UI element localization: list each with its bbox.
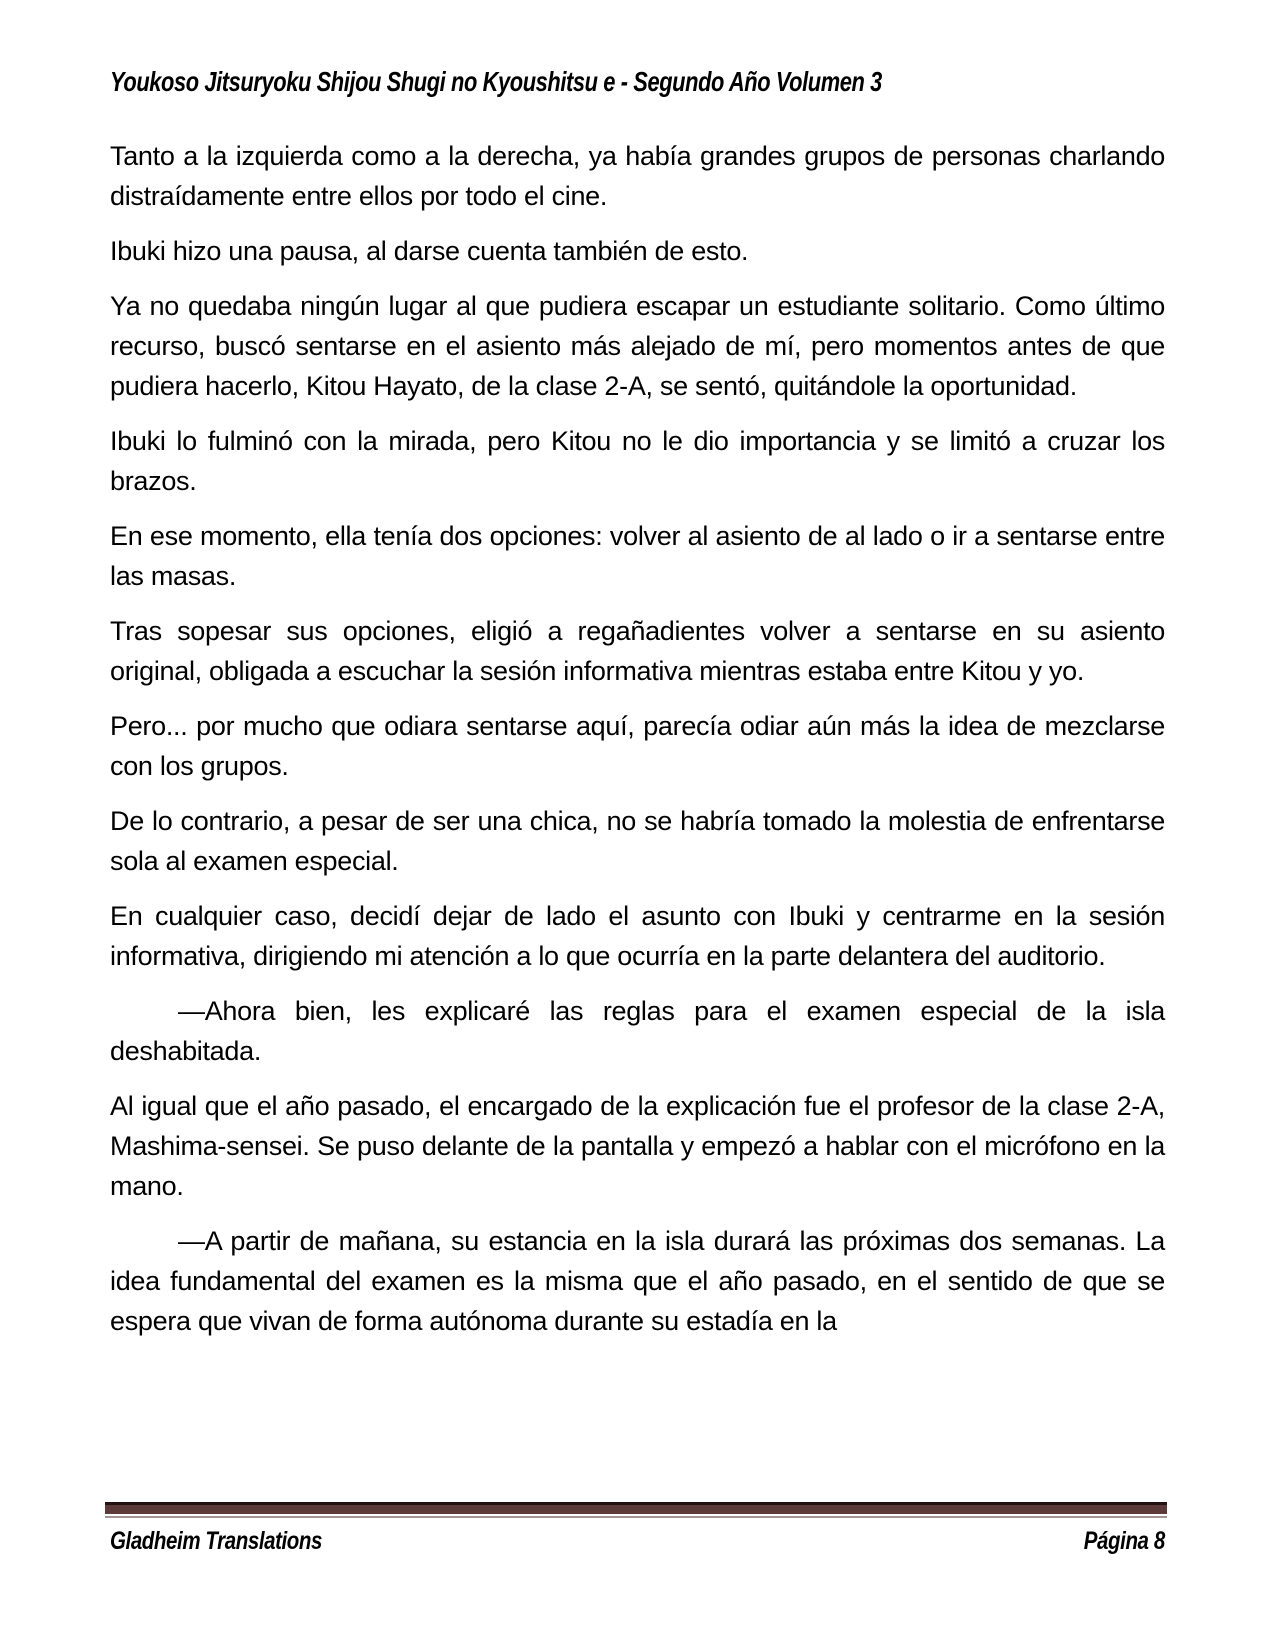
paragraph: Pero... por mucho que odiara sentarse aquí, parecía odiar aún más la idea de mezclarse con los grupos.	[110, 711, 1165, 781]
paragraph-dialogue: —A partir de mañana, su estancia en la isla durará las próximas dos semanas. La idea fundamental del examen es la misma que el año pasado, en el sentido de que se espera que vivan de forma autónoma durante su estadía en la	[110, 1226, 1165, 1336]
paragraph: Tanto a la izquierda como a la derecha, ya había grandes grupos de personas charlando distraídamente entre ellos por todo el cine.	[110, 141, 1165, 211]
paragraph-dialogue: —Ahora bien, les explicaré las reglas para el examen especial de la isla deshabitada.	[110, 996, 1165, 1066]
paragraph: Al igual que el año pasado, el encargado de la explicación fue el profesor de la clase 2-A, Mashima-sensei. Se puso delante de la pantalla y empezó a hablar con el micrófono en la mano.	[110, 1091, 1165, 1201]
footer-divider-thin-bottom-line	[105, 1516, 1167, 1518]
paragraph: De lo contrario, a pesar de ser una chica, no se habría tomado la molestia de enfrentarse sola al examen especial.	[110, 806, 1165, 876]
page-header	[110, 66, 1165, 104]
paragraph: Ibuki lo fulminó con la mirada, pero Kitou no le dio importancia y se limitó a cruzar los brazos.	[110, 426, 1165, 496]
page-body	[110, 136, 1165, 1356]
paragraph: Ya no quedaba ningún lugar al que pudiera escapar un estudiante solitario. Como último recurso, buscó sentarse en el asiento más alejado de mí, pero momentos antes de que pudiera hacerlo, Kitou Hayato, de la clase 2-A, se sentó, quitándole la oportunidad.	[110, 291, 1165, 401]
footer-page-number: Página 8	[1083, 1527, 1165, 1555]
paragraph: En ese momento, ella tenía dos opciones: volver al asiento de al lado o ir a sentarse entre las masas.	[110, 521, 1165, 591]
footer-divider	[105, 1502, 1167, 1518]
page-header-title: Youkoso Jitsuryoku Shijou Shugi no Kyoushitsu e - Segundo Año Volumen 3	[110, 66, 882, 97]
paragraph: En cualquier caso, decidí dejar de lado el asunto con Ibuki y centrarme en la sesión informativa, dirigiendo mi atención a lo que ocurría en la parte delantera del auditorio.	[110, 901, 1165, 971]
paragraph: Tras sopesar sus opciones, eligió a regañadientes volver a sentarse en su asiento original, obligada a escuchar la sesión informativa mientras estaba entre Kitou y yo.	[110, 616, 1165, 686]
page-footer	[110, 1527, 1165, 1556]
paragraph: Ibuki hizo una pausa, al darse cuenta también de esto.	[110, 236, 749, 266]
footer-translator-credit: Gladheim Translations	[110, 1527, 323, 1555]
footer-divider-thick-line	[105, 1505, 1167, 1514]
